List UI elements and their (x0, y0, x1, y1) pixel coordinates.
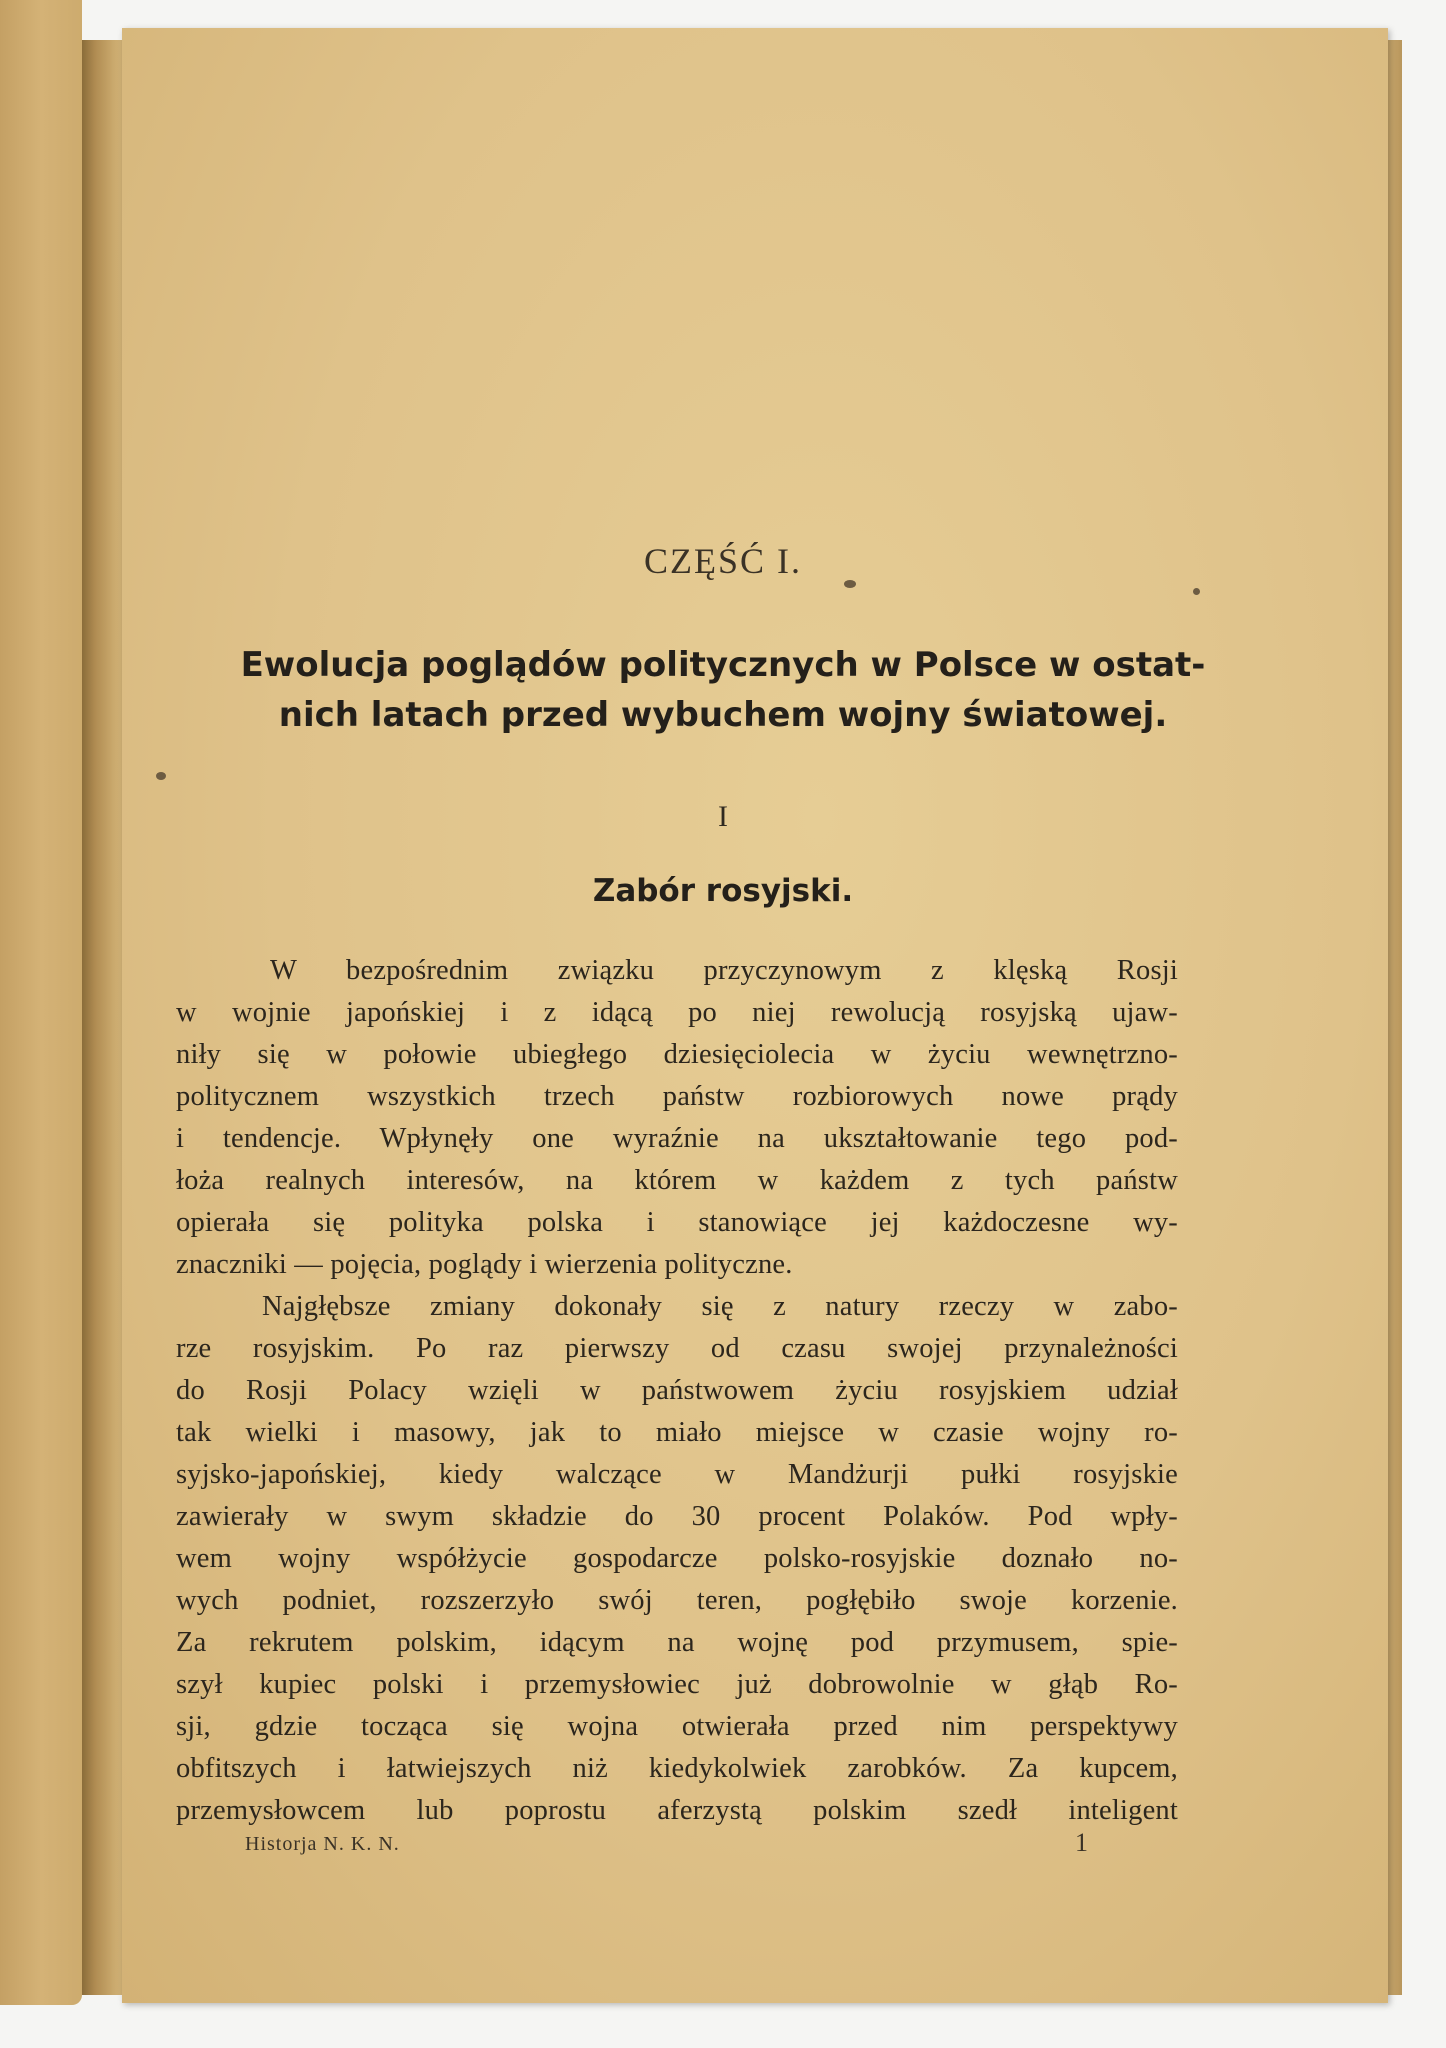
section-number: I (718, 800, 728, 833)
body-line: w wojnie japońskiej i z idącą po niej rewolucją rosyjską ujaw- (176, 997, 1178, 1028)
body-line: obfitszych i łatwiejszych niż kiedykolwiek zarobków. Za kupcem, (176, 1753, 1178, 1784)
body-line: opierała się polityka polska i stanowiące jej każdoczesne wy- (176, 1207, 1178, 1238)
body-line: tak wielki i masowy, jak to miało miejsce w czasie wojny ro- (176, 1417, 1178, 1448)
body-line: do Rosji Polacy wzięli w państwowem życiu rosyjskiem udział (176, 1375, 1178, 1406)
body-line: syjsko-japońskiej, kiedy walczące w Mandżurji pułki rosyjskie (176, 1459, 1178, 1490)
body-line: znaczniki — pojęcia, poglądy i wierzenia polityczne. (176, 1249, 793, 1280)
body-line: Za rekrutem polskim, idącym na wojnę pod przymusem, spie- (176, 1627, 1178, 1658)
page-number: 1 (1075, 1828, 1088, 1857)
body-line: politycznem wszystkich trzech państw rozbiorowych nowe prądy (176, 1081, 1178, 1112)
chapter-title-line-2: nich latach przed wybuchem wojny światowej. (278, 695, 1168, 735)
body-line: wych podniet, rozszerzyło swój teren, pogłębiło swoje korzenie. (176, 1585, 1178, 1616)
body-line: rze rosyjskim. Po raz pierwszy od czasu swojej przynależności (176, 1333, 1178, 1364)
body-line: i tendencje. Wpłynęły one wyraźnie na ukształtowanie tego pod- (176, 1123, 1178, 1154)
body-line: zawierały w swym składzie do 30 procent Polaków. Pod wpły- (176, 1501, 1178, 1532)
body-line: Najgłębsze zmiany dokonały się z natury rzeczy w zabo- (262, 1291, 1178, 1322)
body-line: łoża realnych interesów, na którem w każdem z tych państw (176, 1165, 1178, 1196)
page-edge (1388, 40, 1402, 1995)
chapter-title-line-1: Ewolucja poglądów politycznych w Polsce w ostat- (240, 645, 1206, 685)
book-gutter (82, 40, 126, 1995)
body-line: przemysłowcem lub poprostu aferzystą polskim szedł inteligent (176, 1795, 1178, 1826)
ink-speck (1193, 588, 1200, 595)
part-heading: CZĘŚĆ I. (643, 541, 802, 581)
body-line: wem wojny współżycie gospodarcze polsko-rosyjskie doznało no- (176, 1543, 1178, 1574)
previous-page-edge (0, 0, 82, 2005)
body-line: W bezpośrednim związku przyczynowym z klęską Rosji (270, 955, 1178, 986)
body-line: niły się w połowie ubiegłego dziesięciolecia w życiu wewnętrzno- (176, 1039, 1178, 1070)
body-line: szył kupiec polski i przemysłowiec już dobrowolnie w głąb Ro- (176, 1669, 1178, 1700)
ink-speck (156, 772, 166, 780)
body-line: sji, gdzie tocząca się wojna otwierała przed nim perspektywy (176, 1711, 1178, 1742)
footer-signature: Historja N. K. N. (245, 1833, 400, 1855)
ink-speck (844, 580, 856, 588)
section-title: Zabór rosyjski. (592, 873, 854, 909)
